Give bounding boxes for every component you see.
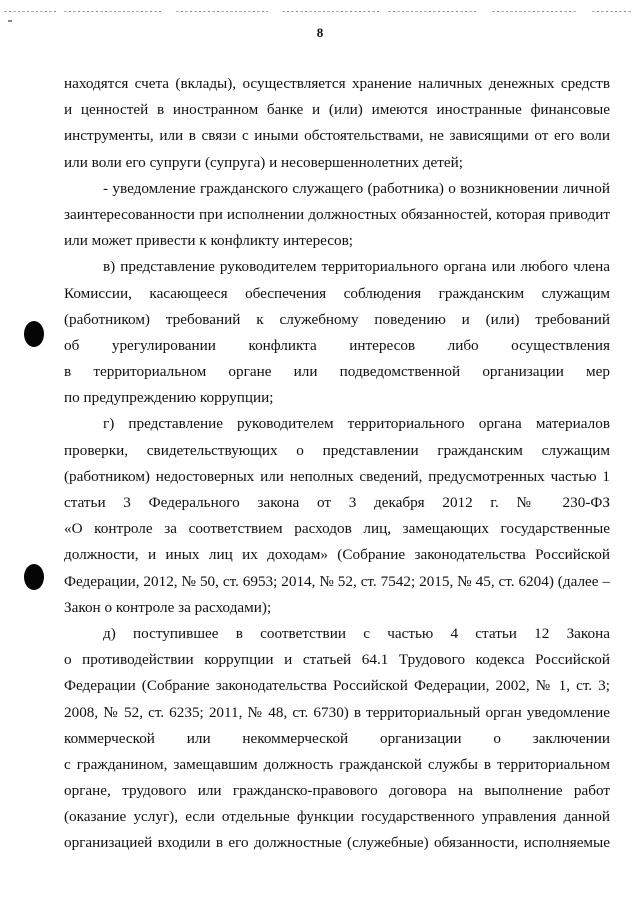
text-line: и ценностей в иностранном банке и (или) имеются иностранные финансовые (64, 101, 610, 119)
scan-mark (592, 11, 632, 12)
document-body (64, 71, 610, 857)
text-line: статьи 3 Федерального закона от 3 декабря 2012 г. № 230-ФЗ (64, 494, 610, 511)
text-line: д) поступившее в соответствии с частью 4 статьи 12 Закона (103, 624, 610, 642)
scan-mark (388, 11, 476, 12)
scan-mark (4, 11, 56, 12)
text-line: (работником) недостоверных или неполных сведений, предусмотренных частью 1 (64, 467, 610, 485)
text-line: по предупреждению коррупции; (64, 389, 274, 407)
punch-hole-bottom (24, 564, 44, 590)
text-line: Федерации, 2012, № 50, ст. 6953; 2014, № 52, ст. 7542; 2015, № 45, ст. 6204) (далее – (64, 572, 610, 590)
punch-hole-top (24, 321, 44, 347)
scan-mark (176, 11, 268, 12)
text-line: инструменты, или в связи с иными обстоятельствами, не зависящими от его воли (64, 127, 610, 145)
text-line: находятся счета (вклады), осуществляется хранение наличных денежных средств (64, 75, 610, 92)
text-line: (работником) требований к служебному поведению и (или) требований (64, 310, 610, 328)
text-line: - уведомление гражданского служащего (работника) о возникновении личной (103, 179, 610, 197)
page-number: 8 (316, 25, 324, 40)
text-line: проверки, свидетельствующих о представлении гражданским служащим (64, 441, 610, 459)
text-line: заинтересованности при исполнении должностных обязанностей, которая приводит (64, 205, 610, 223)
text-line: с гражданином, замещавшим должность гражданской службы в территориальном (64, 755, 610, 773)
scan-mark (282, 11, 380, 12)
text-line: г) представление руководителем территориального органа материалов (103, 415, 610, 433)
text-line: или воли его супруги (супруга) и несовершеннолетних детей; (64, 153, 463, 171)
text-line: об урегулировании конфликта интересов либо осуществления (64, 336, 610, 354)
text-line: о противодействии коррупции и статьей 64.1 Трудового кодекса Российской (64, 651, 610, 669)
text-line: Закон о контроле за расходами); (64, 598, 272, 616)
scan-mark (492, 11, 576, 12)
text-line: в) представление руководителем территориального органа или любого члена (103, 258, 610, 276)
text-line: 2008, № 52, ст. 6235; 2011, № 48, ст. 6730) в территориальный орган уведомление (64, 703, 610, 721)
scan-mark (64, 11, 162, 12)
text-line: или может привести к конфликту интересов; (64, 232, 354, 250)
text-line: (оказание услуг), если отдельные функции государственного управления данной (64, 808, 610, 826)
text-line: «О контроле за соответствием расходов лиц, замещающих государственные (64, 520, 610, 538)
text-line: коммерческой или некоммерческой организации о заключении (64, 729, 610, 747)
text-line: органе, трудового или гражданско-правового договора на выполнение работ (64, 782, 610, 800)
text-line: должности, и иных лиц их доходам» (Собрание законодательства Российской (64, 546, 610, 564)
text-line: Комиссии, касающееся обеспечения соблюдения гражданским служащим (64, 284, 610, 302)
scan-header-artifact (0, 0, 640, 22)
text-line: Федерации (Собрание законодательства Российской Федерации, 2002, № 1, ст. 3; (64, 677, 610, 695)
text-line: в территориальном органе или подведомственной организации мер (64, 363, 610, 381)
text-line: организацией входили в его должностные (служебные) обязанности, исполняемые (64, 834, 610, 852)
scan-dot (8, 20, 12, 22)
